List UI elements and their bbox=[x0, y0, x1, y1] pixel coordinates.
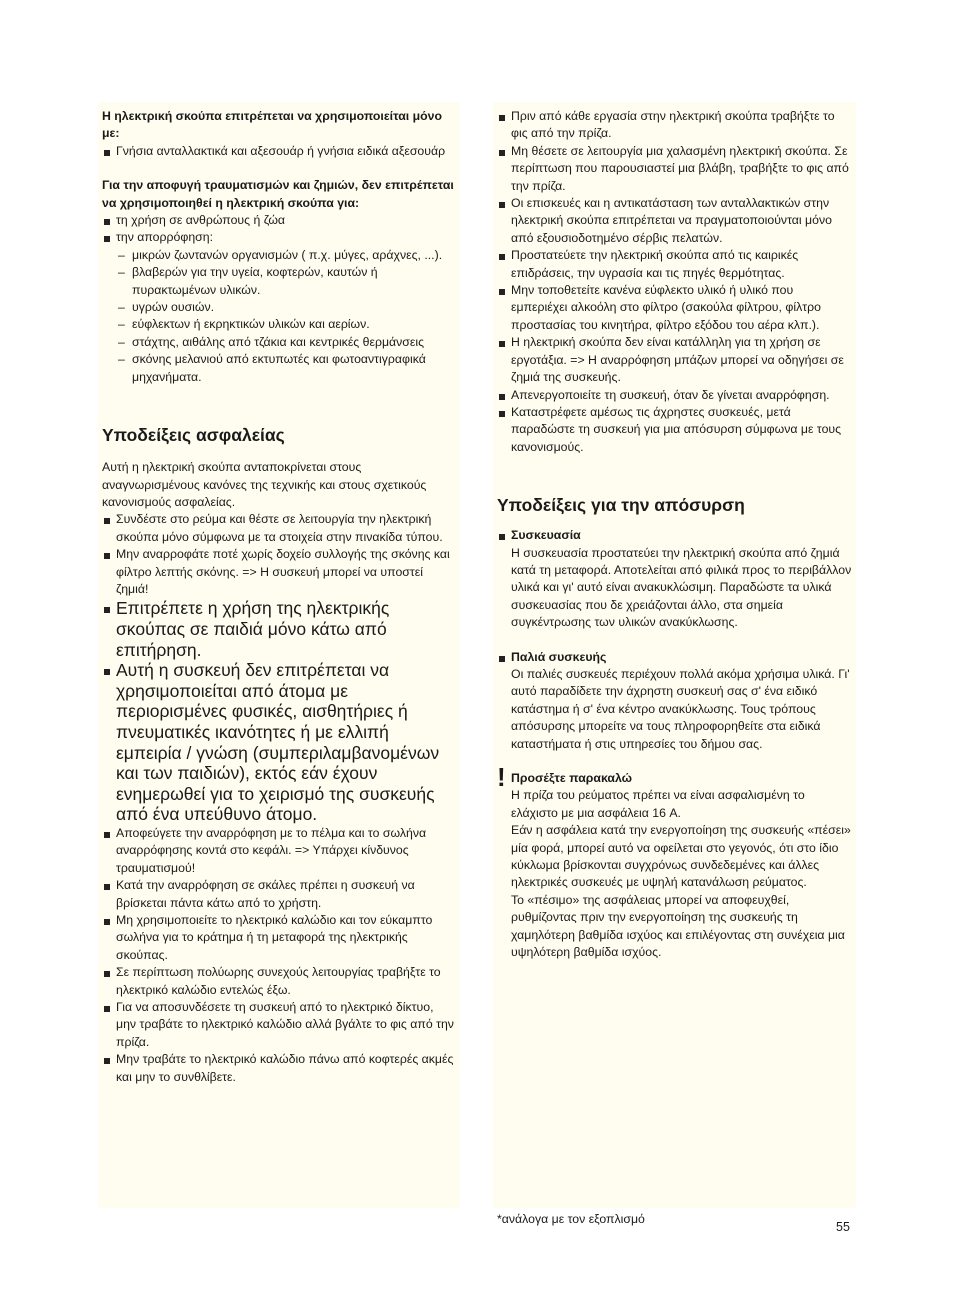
list-item: Καταστρέφετε αμέσως τις άχρηστες συσκευές, μετά παραδώστε τη συσκευή για μια απόσυρση σύμφωνα με τους κανονισμούς. bbox=[497, 404, 852, 456]
list-item: Προστατεύετε την ηλεκτρική σκούπα από τις καιρικές επιδράσεις, την υγρασία και τις πηγές θερμότητας. bbox=[497, 247, 852, 282]
list-item: – μικρών ζωντανών οργανισμών ( π.χ. μύγες, αράχνες, ...). bbox=[116, 247, 456, 264]
packaging-heading: Συσκευασία bbox=[497, 527, 852, 544]
list-item: Μη χρησιμοποιείτε το ηλεκτρικό καλώδιο και τον εύκαμπτο σωλήνα για το κράτημα ή τη μεταφορά της ηλεκτρικής σκούπας. bbox=[102, 912, 456, 964]
list-item: – εύφλεκτων ή εκρηκτικών υλικών και αερίων. bbox=[116, 316, 456, 333]
list-item: Σε περίπτωση πολύωρης συνεχούς λειτουργίας τραβήξτε το ηλεκτρικό καλώδιο εντελώς έξω. bbox=[102, 964, 456, 999]
list-item: – υγρών ουσιών. bbox=[116, 299, 456, 316]
attention-text-3: Το «πέσιμο» της ασφάλειας μπορεί να αποφευχθεί, ρυθμίζοντας πριν την ενεργοποίηση της συσκευής τη χαμηλότερη βαθμίδα ισχύος και επιλέγοντας στη συνέχεια μια υψηλότερη βαθμίδα ισχύος. bbox=[511, 892, 845, 960]
left-column bbox=[98, 102, 460, 1208]
old-device-text: Οι παλιές συσκευές περιέχουν πολλά ακόμα χρήσιμα υλικά. Γι' αυτό παραδίδετε την άχρηστη συσκευή σας σ' ένα ειδικό κατάστημα ή σ' ένα κέντρο ανακύκλωσης. Τους τρόπους απόσυρσης μπορείτε να τους πληροφορηθείτε στα ειδικά καταστήματα ή στις υπηρεσίες του δήμου σας. bbox=[511, 666, 850, 751]
packaging-text: Η συσκευασία προστατεύει την ηλεκτρική σκούπα από ζημιά κατά τη μεταφορά. Αποτελείται από φιλικά προς το περιβάλλον υλικά και γι' αυτό είναι ανακυκλώσιμη. Παραδώστε τα υλικά συσκευασίας που δε χρειάζονται άλλο, στα σημεία συγκέντρωσης των υλικών ανακύκλωσης. bbox=[511, 545, 852, 630]
list-item: Απενεργοποιείτε τη συσκευή, όταν δε γίνεται αναρρόφηση. bbox=[497, 387, 852, 404]
footnote: *ανάλογα με τον εξοπλισμό bbox=[497, 1212, 645, 1226]
attention-heading: Προσέξτε παρακαλώ bbox=[511, 771, 633, 785]
old-device-heading: Παλιά συσκευής bbox=[497, 649, 852, 666]
attention-text-2: Εάν η ασφάλεια κατά την ενεργοποίηση της συσκευής «πέσει» μία φορά, μπορεί αυτό να οφείλεται στο γεγονός, ότι στο ίδιο κύκλωμα βρίσκονται συγχρόνως συνδεδεμένες και άλλες ηλεκτρικές συσκευές με υψηλή κατανάλωση ρεύματος. bbox=[511, 823, 851, 890]
list-item: Μη θέσετε σε λειτουργία μια χαλασμένη ηλεκτρική σκούπα. Σε περίπτωση που παρουσιαστεί μια βλάβη, τραβήξτε το φις από την πρίζα. bbox=[497, 143, 852, 195]
safety-list-big bbox=[102, 598, 456, 825]
safety-list-c bbox=[497, 108, 852, 456]
prevent-heading: Για την αποφυγή τραυματισμών και ζημιών, δεν επιτρέπεται να χρησιμοποιηθεί η ηλεκτρική σκούπα για: bbox=[102, 178, 454, 210]
list-item: Αυτή η συσκευή δεν επιτρέπεται να χρησιμοποιείται από άτομα με περιορισμένες φυσικές, αισθητήριες ή πνευματικές ικανότητες ή με ελλιπή εμπειρία / γνώση (συμπεριλαμβανομένων και των παιδιών), εκτός εάν έχουν ενημερωθεί για το χειρισμό της συσκευής από ένα υπεύθυνο άτομο. bbox=[102, 660, 456, 825]
list-item: τη χρήση σε ανθρώπους ή ζώα bbox=[102, 212, 456, 229]
right-column bbox=[493, 102, 856, 1208]
exclamation-icon: ! bbox=[497, 762, 506, 792]
list-item: – βλαβερών για την υγεία, κοφτερών, καυτών ή πυρακτωμένων υλικών. bbox=[116, 264, 456, 299]
list-item: Η ηλεκτρική σκούπα δεν είναι κατάλληλη για τη χρήση σε εργοτάξια. => Η αναρρόφηση μπάζων μπορεί να οδηγήσει σε ζημιά της συσκευής. bbox=[497, 334, 852, 386]
allowed-list bbox=[102, 143, 456, 160]
attention-block bbox=[497, 762, 852, 961]
safety-list-b bbox=[102, 825, 456, 1086]
suction-sublist bbox=[102, 247, 456, 386]
list-item-label: την απορρόφηση: bbox=[116, 230, 214, 245]
list-item: Γνήσια ανταλλακτικά και αξεσουάρ ή γνήσια ειδικά αξεσουάρ bbox=[102, 143, 456, 160]
safety-title: Υποδείξεις ασφαλείας bbox=[102, 425, 285, 446]
list-item: Κατά την αναρρόφηση σε σκάλες πρέπει η συσκευή να βρίσκεται πάντα κάτω από το χρήστη. bbox=[102, 877, 456, 912]
list-item: Μην τραβάτε το ηλεκτρικό καλώδιο πάνω από κοφτερές ακμές και μην το συνθλίβετε. bbox=[102, 1051, 456, 1086]
safety-intro: Αυτή η ηλεκτρική σκούπα ανταποκρίνεται στους αναγνωρισμένους κανόνες της τεχνικής και στους σχετικούς κανονισμούς ασφαλείας. bbox=[102, 460, 427, 509]
list-item: Αποφεύγετε την αναρρόφηση με το πέλμα και το σωλήνα αναρρόφησης κοντά στο κεφάλι. => Υπάρχει κίνδυνος τραυματισμού! bbox=[102, 825, 456, 877]
list-item: – σκόνης μελανιού από εκτυπωτές και φωτοαντιγραφικά μηχανήματα. bbox=[116, 351, 456, 386]
list-item: Μην τοποθετείτε κανένα εύφλεκτο υλικό ή υλικό που εμπεριέχει αλκοόλη στο φίλτρο (σακούλα φίλτρου, φίλτρο προστασίας του κινητήρα, φίλτρο εξόδου του αέρα κλπ.). bbox=[497, 282, 852, 334]
page-number: 55 bbox=[836, 1220, 850, 1234]
list-item: Οι επισκευές και η αντικατάσταση των ανταλλακτικών στην ηλεκτρική σκούπα επιτρέπεται να πραγματοποιούνται μόνο από εξουσιοδοτημένο σέρβις πελατών. bbox=[497, 195, 852, 247]
disposal-title: Υποδείξεις για την απόσυρση bbox=[497, 495, 745, 516]
list-item: Μην αναρροφάτε ποτέ χωρίς δοχείο συλλογής της σκόνης και φίλτρο λεπτής σκόνης. => Η συσκευή μπορεί να υποστεί ζημιά! bbox=[102, 546, 456, 598]
prevent-list bbox=[102, 212, 456, 247]
list-item: Πριν από κάθε εργασία στην ηλεκτρική σκούπα τραβήξτε το φις από την πρίζα. bbox=[497, 108, 852, 143]
safety-list-a bbox=[102, 511, 456, 598]
list-item: Επιτρέπετε η χρήση της ηλεκτρικής σκούπας σε παιδιά μόνο κάτω από επιτήρηση. bbox=[102, 598, 456, 660]
attention-text-1: Η πρίζα του ρεύματος πρέπει να είναι ασφαλισμένη το ελάχιστο με μια ασφάλεια 16 A. bbox=[511, 788, 805, 820]
list-item: Για να αποσυνδέσετε τη συσκευή από το ηλεκτρικό δίκτυο, μην τραβάτε το ηλεκτρικό καλώδιο αλλά βγάλτε το φις από την πρίζα. bbox=[102, 999, 456, 1051]
list-item: Συνδέστε στο ρεύμα και θέστε σε λειτουργία την ηλεκτρική σκούπα μόνο σύμφωνα με τα στοιχεία στην πινακίδα τύπου. bbox=[102, 511, 456, 546]
list-item bbox=[102, 229, 456, 246]
allowed-heading: Η ηλεκτρική σκούπα επιτρέπεται να χρησιμοποιείται μόνο με: bbox=[102, 109, 443, 141]
list-item: – στάχτης, αιθάλης από τζάκια και κεντρικές θερμάνσεις bbox=[116, 334, 456, 351]
